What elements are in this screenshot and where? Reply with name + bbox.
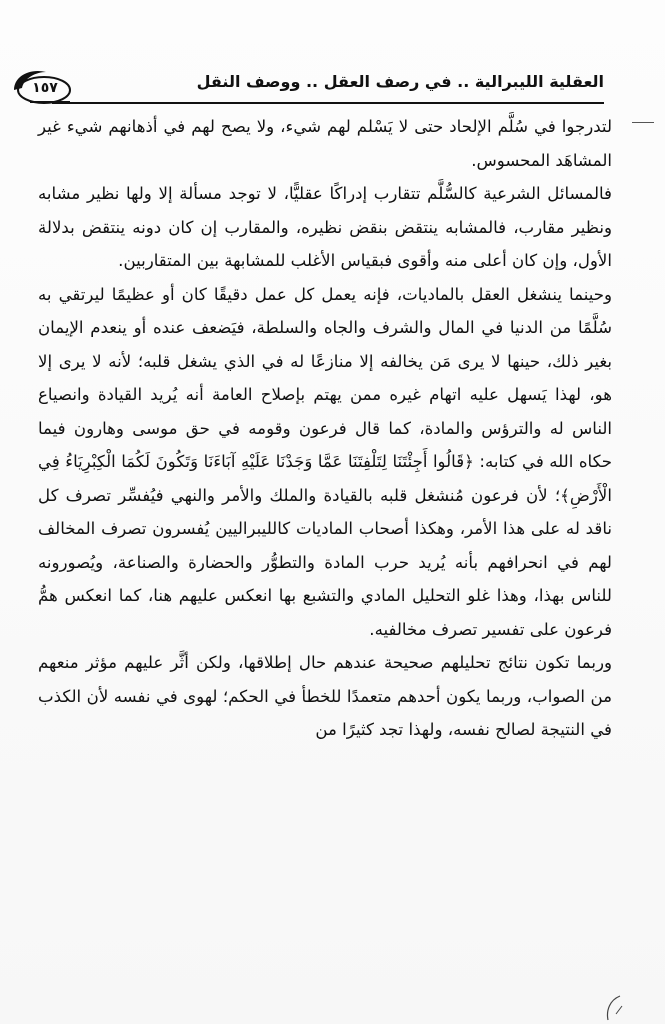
paragraph-4: وربما تكون نتائج تحليلهم صحيحة عندهم حال إطلاقها، ولكن أثَّر عليهم مؤثر منعهم من الصواب، وربما يكون أحدهم متعمدًا للخطأ في الحكم؛ لهوى في نفسه لأن الكذب في النتيجة لصالح نفسه، ولهذا تجد كثيرًا من	[38, 653, 612, 739]
page-number: ١٥٧	[32, 80, 58, 96]
page-number-badge	[10, 66, 70, 104]
paragraph-3-continuation: ؛ لأن فرعون مُنشغل قلبه بالقيادة والملك والأمر والنهي فيُفسِّر تصرف كل ناقد له على هذا الأمر، وهكذا أصحاب الماديات كالليبراليين يُفسرون تصرف المخالف لهم في انحرافهم بأنه يُريد حرب المادة والتطوُّر والحضارة والصناعة، ويُصورونه للناس بهذا، وهذا غلو التحليل المادي والتشبع بها انعكس عليهم هنا، كما انعكس همُّ فرعون على تفسير تصرف مخالفيه.	[38, 485, 612, 639]
running-header	[10, 66, 630, 106]
paragraph-3-text: وحينما ينشغل العقل بالماديات، فإنه يعمل كل عمل دقيقًا كان أو عظيمًا ليرتقي به سُلَّمًا من الدنيا في المال والشرف والجاه والسلطة، فيَضعف عنده أو ينعدم الإيمان بغير ذلك، حينها لا يرى مَن يخالفه إلا منازعًا له في الذي يشغل قلبه؛ لأنه لا يرى إلا هو، لهذا يَسهل عليه اتهام غيره ممن يهتم بإصلاح العامة أنه يُريد القيادة وانصياع الناس له والترؤس والمادة، كما قال فرعون وقومه في حق موسى وهارون فيما حكاه الله في كتابه:	[38, 284, 612, 471]
header-rule	[52, 102, 604, 104]
quran-verse: ﴿قَالُوا أَجِئْتَنَا لِتَلْفِتَنَا عَمَّا وَجَدْنَا عَلَيْهِ آبَاءَنَا وَتَكُونَ لَكُمَا الْكِبْرِيَاءُ فِي الْأَرْضِ﴾	[38, 452, 612, 505]
margin-scribble-icon	[602, 992, 632, 1022]
body-text	[38, 110, 612, 747]
header-title: العقلية الليبرالية .. في رصف العقل .. ووصف النقل	[196, 72, 604, 91]
paragraph-2: فالمسائل الشرعية كالسُّلَّم تتقارب إدراكًا عقليًّا، لا توجد مسألة إلا ولها نظير مشابه ونظير مقارب، فالمشابه ينتقض بنقض نظيره، والمقارب إن كان دونه ينتقض بدلالة الأول، وإن كان أعلى منه وأقوى فبقياس الأغلب للمشابهة بين المتقاربين.	[38, 184, 612, 270]
paragraph-1: لتدرجوا في سُلَّم الإلحاد حتى لا يَسْلم لهم شيء، ولا يصح لهم في أذهانهم شيء غير المشاهَد المحسوس.	[38, 117, 612, 170]
paragraph-3	[38, 278, 612, 647]
margin-mark	[632, 122, 654, 123]
